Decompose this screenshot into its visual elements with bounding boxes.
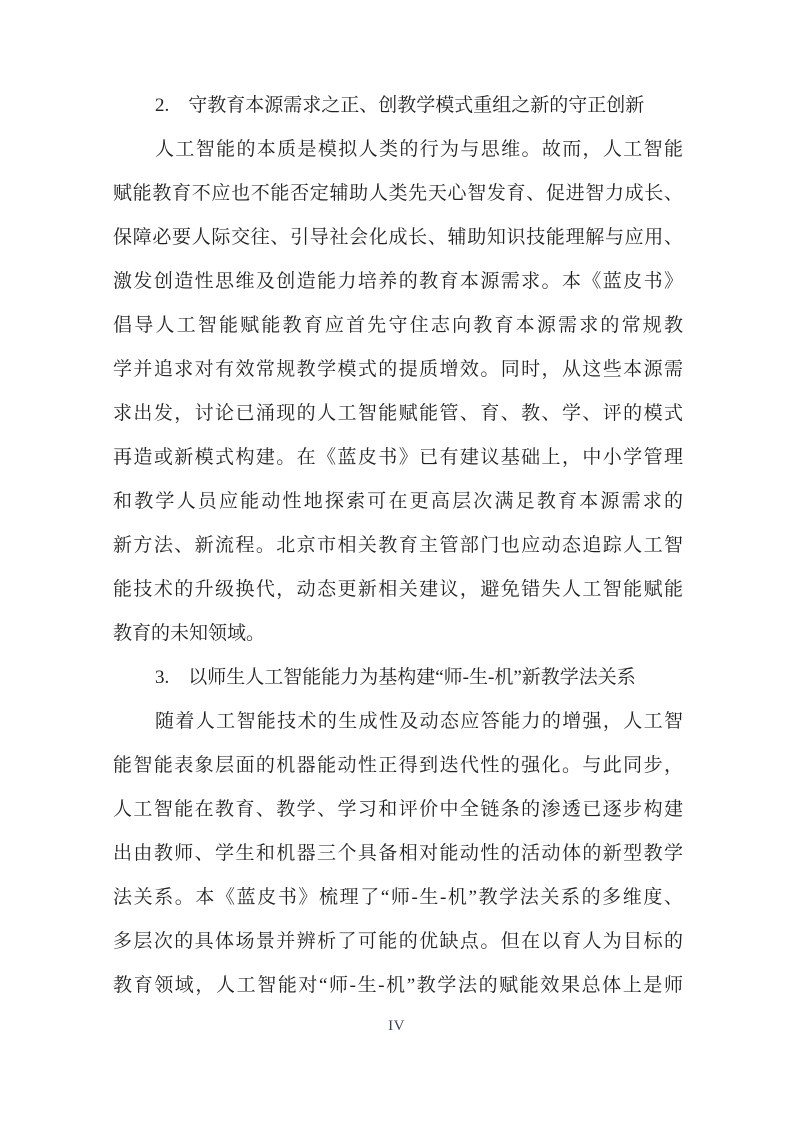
paragraph-end-line: 教育的未知领域。 [113, 623, 266, 644]
section-heading: 2. 守教育本源需求之正、创教学模式重组之新的守正创新 [155, 95, 645, 116]
body-line: 和教学人员应能动性地探索可在更高层次满足教育本源需求的 [113, 491, 683, 512]
body-line: 出由教师、学生和机器三个具备相对能动性的活动体的新型教学 [113, 843, 683, 864]
page-number: IV [388, 1018, 405, 1034]
body-line: 人工智能在教育、教学、学习和评价中全链条的渗透已逐步构建 [113, 799, 683, 820]
body-line: 教育领域，人工智能对“师-生-机”教学法的赋能效果总体上是师 [113, 975, 683, 996]
body-line: 人工智能的本质是模拟人类的行为与思维。故而，人工智能 [155, 139, 683, 160]
body-line: 保障必要人际交往、引导社会化成长、辅助知识技能理解与应用、 [113, 227, 683, 248]
body-line: 多层次的具体场景并辨析了可能的优缺点。但在以育人为目标的 [113, 931, 683, 952]
body-line: 求出发，讨论已涌现的人工智能赋能管、育、教、学、评的模式 [113, 403, 683, 424]
body-line: 赋能教育不应也不能否定辅助人类先天心智发育、促进智力成长、 [113, 183, 683, 204]
page-text-block [113, 84, 683, 1008]
section-heading: 3. 以师生人工智能能力为基构建“师-生-机”新教学法关系 [155, 667, 636, 688]
body-line: 倡导人工智能赋能教育应首先守住志向教育本源需求的常规教 [113, 315, 683, 336]
body-line: 新方法、新流程。北京市相关教育主管部门也应动态追踪人工智 [113, 535, 683, 556]
body-line: 激发创造性思维及创造能力培养的教育本源需求。本《蓝皮书》 [113, 271, 683, 292]
body-line: 能技术的升级换代，动态更新相关建议，避免错失人工智能赋能 [113, 579, 683, 600]
body-line: 再造或新模式构建。在《蓝皮书》已有建议基础上，中小学管理 [113, 447, 683, 468]
body-line: 随着人工智能技术的生成性及动态应答能力的增强，人工智 [155, 711, 683, 732]
body-line: 学并追求对有效常规教学模式的提质增效。同时，从这些本源需 [113, 359, 683, 380]
body-line: 法关系。本《蓝皮书》梳理了“师-生-机”教学法关系的多维度、 [113, 887, 683, 908]
body-line: 能智能表象层面的机器能动性正得到迭代性的强化。与此同步， [113, 755, 683, 776]
